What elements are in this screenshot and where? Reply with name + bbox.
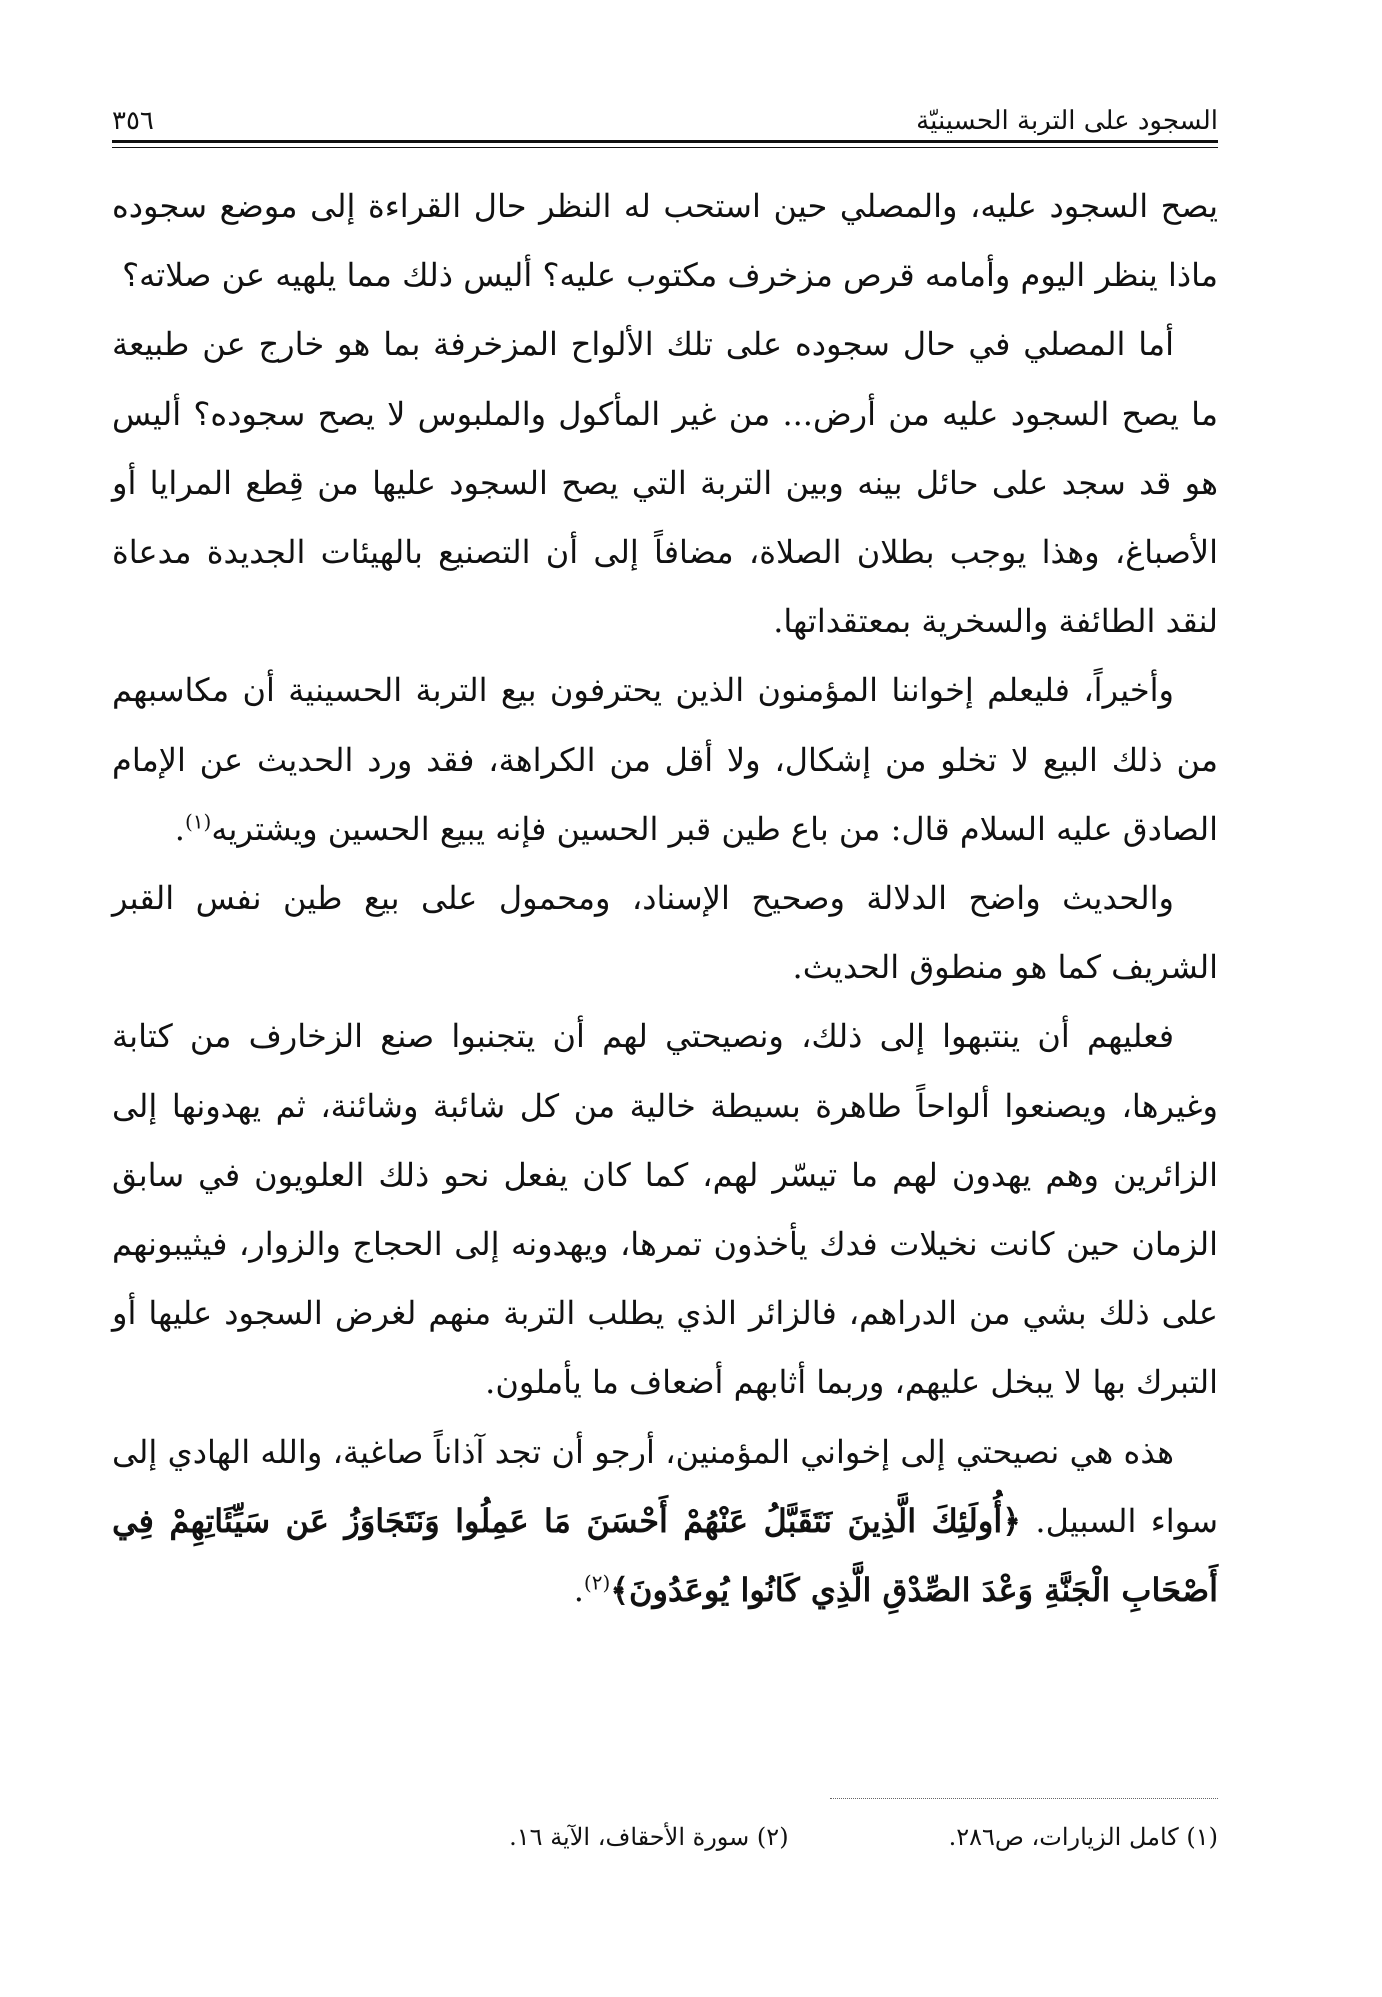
paragraph-3-end: .	[174, 809, 185, 848]
paragraph-3-text: وأخيراً، فليعلم إخواننا المؤمنون الذين يحترفون بيع التربة الحسينية أن مكاسبهم من ذلك البيع لا تخلو من إشكال، ولا أقل من الكراهة، فقد ورد الحديث عن الإمام الصادق عليه السلام قال: من باع طين قبر الحسين فإنه يبيع الحسين ويشتريه	[112, 671, 1219, 848]
paragraph-1: يصح السجود عليه، والمصلي حين استحب له النظر حال القراءة إلى موضع سجوده ماذا ينظر اليوم وأمامه قرص مزخرف مكتوب عليه؟ أليس ذلك مما يلهيه عن صلاته؟	[112, 187, 1218, 295]
running-title: السجود على التربة الحسينيّة	[916, 106, 1218, 136]
body-text	[112, 172, 1218, 1625]
paragraph-3	[112, 656, 1218, 864]
footnotes	[112, 1820, 1218, 1854]
footnote-separator	[830, 1798, 1218, 1799]
footnote-ref-2: (٢)	[583, 1570, 611, 1595]
closing-end: .	[573, 1571, 584, 1610]
footnote-1: (١) كامل الزيارات، ص٢٨٦.	[948, 1823, 1218, 1851]
header-rule-thin	[112, 147, 1218, 148]
paragraph-4: والحديث واضح الدلالة وصحيح الإسناد، ومحمول على بيع طين نفس القبر الشريف كما هو منطوق الحديث.	[112, 879, 1218, 987]
page-header	[112, 94, 1218, 136]
page-number: ٣٥٦	[112, 106, 154, 136]
paragraph-2: أما المصلي في حال سجوده على تلك الألواح المزخرفة بما هو خارج عن طبيعة ما يصح السجود عليه من أرض... من غير المأكول والملبوس لا يصح سجوده؟ أليس هو قد سجد على حائل بينه وبين التربة التي يصح السجود عليها من قِطع المرايا أو الأصباغ، وهذا يوجب بطلان الصلاة، مضافاً إلى أن التصنيع بالهيئات الجديدة مدعاة لنقد الطائفة والسخرية بمعتقداتها.	[112, 325, 1218, 641]
closing-paragraph	[112, 1418, 1218, 1626]
paragraph-5: فعليهم أن ينتبهوا إلى ذلك، ونصيحتي لهم أن يتجنبوا صنع الزخارف من كتابة وغيرها، ويصنعوا ألواحاً طاهرة بسيطة خالية من كل شائبة وشائنة، ثم يهدونها إلى الزائرين وهم يهدون لهم ما تيسّر لهم، كما كان يفعل نحو ذلك العلويون في سابق الزمان حين كانت نخيلات فدك يأخذون تمرها، ويهدونه إلى الحجاج والزوار، فيثيبونهم على ذلك بشي من الدراهم، فالزائر الذي يطلب التربة منهم لغرض السجود عليها أو التبرك بها لا يبخل عليهم، وربما أثابهم أضعاف ما يأملون.	[112, 1017, 1219, 1402]
closing-text: هذه هي نصيحتي إلى إخواني المؤمنين، أرجو أن تجد آذاناً صاغية، والله الهادي إلى سواء السبيل.	[112, 1432, 1219, 1540]
footnote-2: (٢) سورة الأحقاف، الآية ١٦.	[509, 1823, 789, 1851]
quran-verse: ﴿أُولَئِكَ الَّذِينَ نَتَقَبَّلُ عَنْهُمْ أَحْسَنَ مَا عَمِلُوا وَنَتَجَاوَزُ عَن سَيِّئَاتِهِمْ فِي أَصْحَابِ الْجَنَّةِ وَعْدَ الصِّدْقِ الَّذِي كَانُوا يُوعَدُونَ﴾	[112, 1501, 1218, 1610]
footnote-ref-1: (١)	[184, 809, 212, 834]
header-rule-thick	[112, 140, 1218, 143]
